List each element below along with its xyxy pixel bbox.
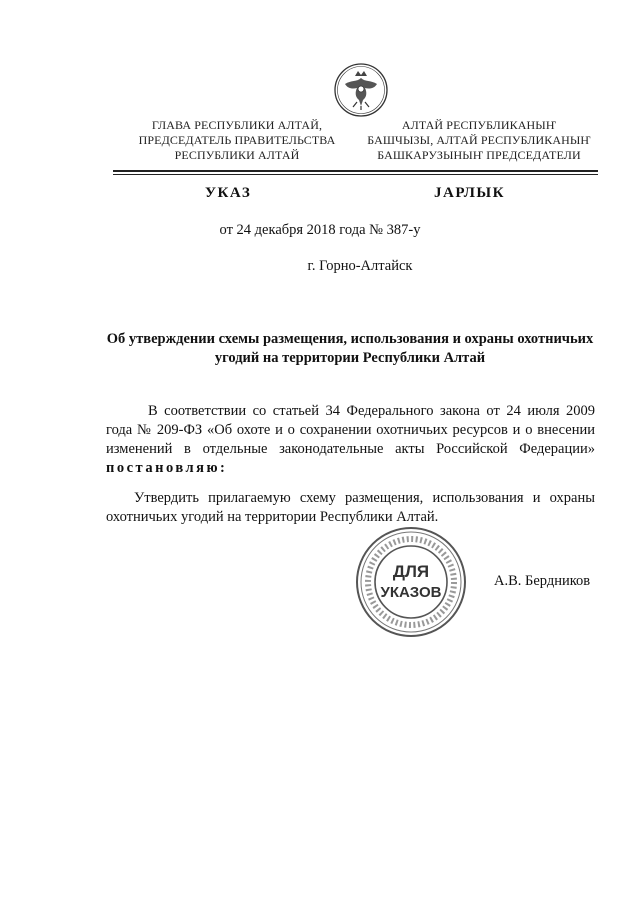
seal-stamp bbox=[354, 525, 468, 639]
doc-type-alt: ЈАРЛЫК bbox=[434, 185, 506, 201]
city-text: г. Горно-Алтайск bbox=[307, 258, 413, 274]
header-right-line: БАШКАРУЗЫНЫҤ ПРЕДСЕДАТЕЛИ bbox=[377, 148, 581, 162]
header-right-block bbox=[354, 118, 604, 163]
header-divider-thin bbox=[113, 174, 598, 175]
decree-subject: Об утверждении схемы размещения, использования и охраны охотничьих угодий на территории Республики Алтай bbox=[106, 331, 594, 366]
header-left-line: РЕСПУБЛИКИ АЛТАЙ bbox=[174, 148, 300, 162]
header-right-line: БАШЧЫЗЫ, АЛТАЙ РЕСПУБЛИКАНЫҤ bbox=[367, 133, 591, 147]
header-left-line: ПРЕДСЕДАТЕЛЬ ПРАВИТЕЛЬСТВА bbox=[138, 133, 336, 147]
header-left-line: ГЛАВА РЕСПУБЛИКИ АЛТАЙ, bbox=[151, 118, 323, 132]
resolution-paragraph: Утвердить прилагаемую схему размещения, использования и охраны охотничьих угодий на территории Республики Алтай. bbox=[106, 490, 595, 525]
signer-name: А.В. Бердников bbox=[494, 573, 591, 589]
doc-type-ru: УКАЗ bbox=[205, 185, 252, 201]
header-left-block bbox=[122, 118, 352, 163]
decree-city bbox=[0, 258, 640, 275]
stamp-line-1: ДЛЯ bbox=[392, 562, 430, 581]
header-divider bbox=[113, 170, 598, 172]
stamp-line-2: УКАЗОВ bbox=[380, 584, 442, 601]
coat-of-arms-icon bbox=[333, 62, 389, 118]
header-right-line: АЛТАЙ РЕСПУБЛИКАНЫҤ bbox=[401, 118, 557, 132]
decree-word: постановляю: bbox=[106, 460, 228, 476]
preamble-paragraph bbox=[106, 402, 595, 478]
preamble-text: В соответствии со статьей 34 Федерального закона от 24 июля 2009 года № 209-ФЗ «Об охоте и о сохранении охотничьих ресурсов и о внесении изменений в отдельные законодательные акты Российской Федерации» bbox=[106, 403, 595, 457]
decree-date-number: от 24 декабря 2018 года № 387-у bbox=[219, 222, 421, 238]
